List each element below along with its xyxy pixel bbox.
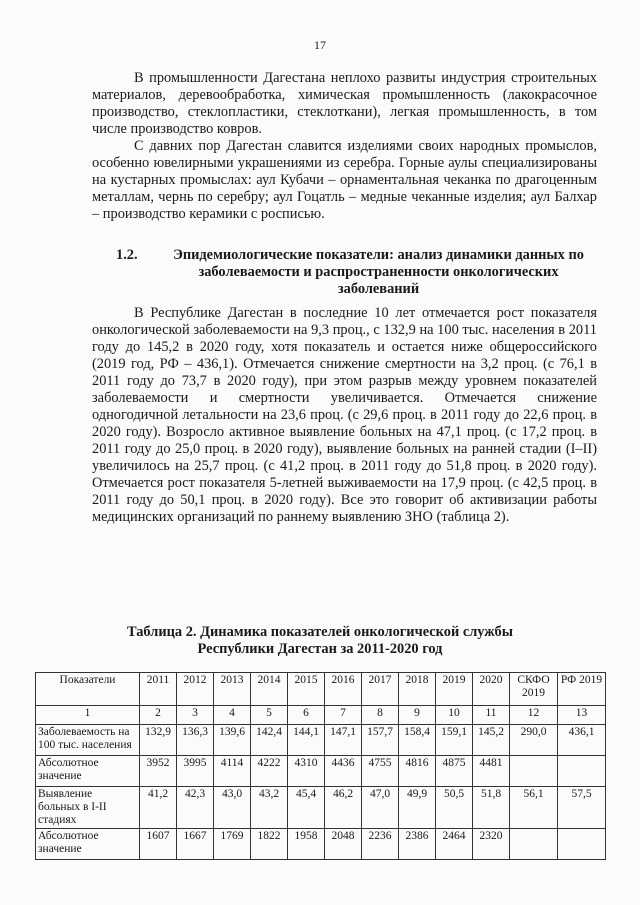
header-cell: СКФО 2019 (510, 673, 558, 706)
table-caption-line1: Таблица 2. Динамика показателей онкологической службы (126, 624, 513, 640)
table-caption (0, 624, 640, 658)
table-cell: 132,9 (140, 725, 177, 756)
row-label: Абсолютное значение (36, 756, 140, 787)
table-cell: 157,7 (362, 725, 399, 756)
header-cell: 2012 (177, 673, 214, 706)
header-cell: 2019 (436, 673, 473, 706)
paragraph-crafts (92, 138, 597, 223)
table-cell: 4755 (362, 756, 399, 787)
table-cell: 42,3 (177, 787, 214, 829)
index-cell: 9 (399, 706, 436, 725)
table-cell: 4114 (214, 756, 251, 787)
header-cell: 2016 (325, 673, 362, 706)
section-number: 1.2. (116, 247, 138, 263)
index-cell: 13 (558, 706, 606, 725)
table-cell: 1607 (140, 829, 177, 860)
index-cell: 8 (362, 706, 399, 725)
index-cell: 1 (36, 706, 140, 725)
table-cell: 147,1 (325, 725, 362, 756)
table-cell: 436,1 (558, 725, 606, 756)
header-cell: 2014 (251, 673, 288, 706)
table-cell: 3995 (177, 756, 214, 787)
table-cell: 2236 (362, 829, 399, 860)
table-cell (510, 829, 558, 860)
header-cell: 2020 (473, 673, 510, 706)
header-cell: РФ 2019 (558, 673, 606, 706)
table-cell: 50,5 (436, 787, 473, 829)
table-cell: 4436 (325, 756, 362, 787)
table-cell: 136,3 (177, 725, 214, 756)
table-cell: 1822 (251, 829, 288, 860)
table-cell: 4310 (288, 756, 325, 787)
table-cell: 47,0 (362, 787, 399, 829)
index-cell: 6 (288, 706, 325, 725)
table-row (36, 829, 606, 860)
table-cell: 144,1 (288, 725, 325, 756)
index-cell: 12 (510, 706, 558, 725)
table-cell: 45,4 (288, 787, 325, 829)
table-cell: 46,2 (325, 787, 362, 829)
table-cell: 3952 (140, 756, 177, 787)
index-cell: 11 (473, 706, 510, 725)
table-cell (558, 756, 606, 787)
table-index-row (36, 706, 606, 725)
header-cell: 2015 (288, 673, 325, 706)
row-label: Заболеваемость на 100 тыс. населения (36, 725, 140, 756)
table-cell (558, 829, 606, 860)
oncology-table (35, 672, 606, 860)
table-cell: 290,0 (510, 725, 558, 756)
header-cell: 2018 (399, 673, 436, 706)
table-cell: 2464 (436, 829, 473, 860)
paragraph-crafts-text: С давних пор Дагестан славится изделиями своих народных промыслов, особенно ювелирными украшениями из серебра. Горные аулы специализированы на кустарных промыслах: аул Кубачи – орнаментальная чеканка по драгоценным металлам, чернь по серебру; аул Гоцатль – медные чеканные изделия; аул Балхар – производство керамики с росписью. (92, 138, 597, 222)
index-cell: 5 (251, 706, 288, 725)
table-caption-line2: Республики Дагестан за 2011-2020 год (197, 641, 443, 657)
paragraph-industry-text: В промышленности Дагестана неплохо развиты индустрия строительных материалов, деревообработка, химическая промышленность (лакокрасочное производство, стеклопластики, стеклоткани), легкая промышленность, в том числе производство ковров. (92, 70, 597, 137)
table-row (36, 787, 606, 829)
table-cell: 51,8 (473, 787, 510, 829)
table-cell: 158,4 (399, 725, 436, 756)
table-cell: 57,5 (558, 787, 606, 829)
table-row (36, 725, 606, 756)
section-title: Эпидемиологические показатели: анализ динамики данных по заболеваемости и распространенности онкологических заболеваний (173, 247, 584, 297)
table-cell: 2048 (325, 829, 362, 860)
table-cell: 4875 (436, 756, 473, 787)
paragraph-stats (92, 305, 597, 526)
table-cell: 145,2 (473, 725, 510, 756)
table-cell: 2386 (399, 829, 436, 860)
table-cell: 4222 (251, 756, 288, 787)
index-cell: 2 (140, 706, 177, 725)
header-cell: 2013 (214, 673, 251, 706)
paragraph-stats-text: В Республике Дагестан в последние 10 лет отмечается рост показателя онкологической заболеваемости на 9,3 проц., с 132,9 на 100 тыс. населения в 2011 году до 145,2 в 2020 году, хотя показатель и остается ниже общероссийского (2019 год, РФ – 436,1). Отмечается снижение смертности на 3,2 проц. (с 76,1 в 2011 году до 73,7 в 2020 году), при этом разрыв между уровнем показателей заболеваемости и смертности увеличивается. Отмечается снижение одногодичной летальности на 23,6 проц. (с 29,6 проц. в 2011 году до 22,6 проц. в 2020 году). Возросло активное выявление больных на 47,1 проц. (с 17,2 проц. в 2011 году до 25,0 проц. в 2020 году), выявление больных на ранней стадии (I–II) увеличилось на 25,7 проц. (с 41,2 проц. в 2011 году до 51,8 проц. в 2020 году). Отмечается рост показателя 5-летней выживаемости на 17,9 проц. (с 42,5 проц. в 2011 году до 50,1 проц. в 2020 году). Все это говорит об активизации работы медицинских организаций по раннему выявлению ЗНО (таблица 2). (92, 305, 597, 525)
index-cell: 7 (325, 706, 362, 725)
row-label: Абсолютное значение (36, 829, 140, 860)
table-header-row (36, 673, 606, 706)
table-cell: 2320 (473, 829, 510, 860)
table-cell: 159,1 (436, 725, 473, 756)
table-cell: 142,4 (251, 725, 288, 756)
table-cell: 4481 (473, 756, 510, 787)
table-cell: 1667 (177, 829, 214, 860)
table-row (36, 756, 606, 787)
table-cell: 41,2 (140, 787, 177, 829)
table-cell: 43,2 (251, 787, 288, 829)
index-cell: 3 (177, 706, 214, 725)
paragraph-industry (92, 70, 597, 138)
header-cell: 2017 (362, 673, 399, 706)
page-number: 17 (314, 38, 326, 52)
index-cell: 10 (436, 706, 473, 725)
header-cell: Показатели (36, 673, 140, 706)
table-cell: 1769 (214, 829, 251, 860)
table-cell: 56,1 (510, 787, 558, 829)
table-cell: 49,9 (399, 787, 436, 829)
table-cell: 4816 (399, 756, 436, 787)
index-cell: 4 (214, 706, 251, 725)
table-cell (510, 756, 558, 787)
table-cell: 139,6 (214, 725, 251, 756)
section-heading (92, 247, 597, 298)
row-label: Выявление больных в I-II стадиях (36, 787, 140, 829)
table-cell: 43,0 (214, 787, 251, 829)
table-cell: 1958 (288, 829, 325, 860)
header-cell: 2011 (140, 673, 177, 706)
